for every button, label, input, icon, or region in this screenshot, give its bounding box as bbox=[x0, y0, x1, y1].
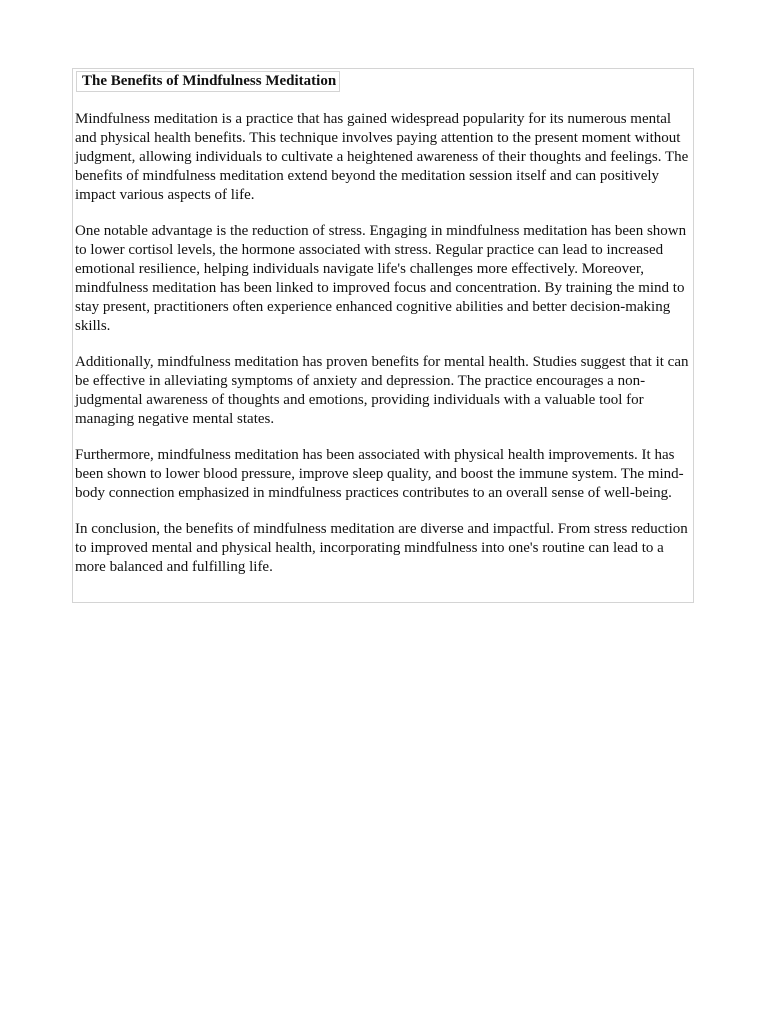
paragraph-conclusion: In conclusion, the benefits of mindfulness meditation are diverse and impactful. From stress reduction to improved mental and physical health, incorporating mindfulness into one's routine can lead to a more balanced and fulfilling life. bbox=[75, 521, 688, 575]
document-body bbox=[75, 110, 691, 577]
paragraph-intro: Mindfulness meditation is a practice that has gained widespread popularity for its numerous mental and physical health benefits. This technique involves paying attention to the present moment without judgment, allowing individuals to cultivate a heightened awareness of their thoughts and feelings. The benefits of mindfulness meditation extend beyond the meditation session itself and can positively impact various aspects of life. bbox=[75, 111, 689, 203]
document-title: The Benefits of Mindfulness Meditation bbox=[76, 71, 340, 92]
paragraph-stress-reduction: One notable advantage is the reduction of stress. Engaging in mindfulness meditation has been shown to lower cortisol levels, the hormone associated with stress. Regular practice can lead to increased emotional resilience, helping individuals navigate life's challenges more effectively. Moreover, mindfulness meditation has been linked to improved focus and concentration. By training the mind to stay present, practitioners often experience enhanced cognitive abilities and better decision-making skills. bbox=[75, 223, 687, 334]
paragraph-mental-health: Additionally, mindfulness meditation has proven benefits for mental health. Studies suggest that it can be effective in alleviating symptoms of anxiety and depression. The practice encourages a non-judgmental awareness of thoughts and emotions, providing individuals with a valuable tool for managing negative mental states. bbox=[75, 354, 689, 427]
document-frame bbox=[72, 68, 694, 603]
paragraph-physical-health: Furthermore, mindfulness meditation has been associated with physical health improvements. It has been shown to lower blood pressure, improve sleep quality, and boost the immune system. The mind-body connection emphasized in mindfulness practices contributes to an overall sense of well-being. bbox=[75, 447, 684, 501]
